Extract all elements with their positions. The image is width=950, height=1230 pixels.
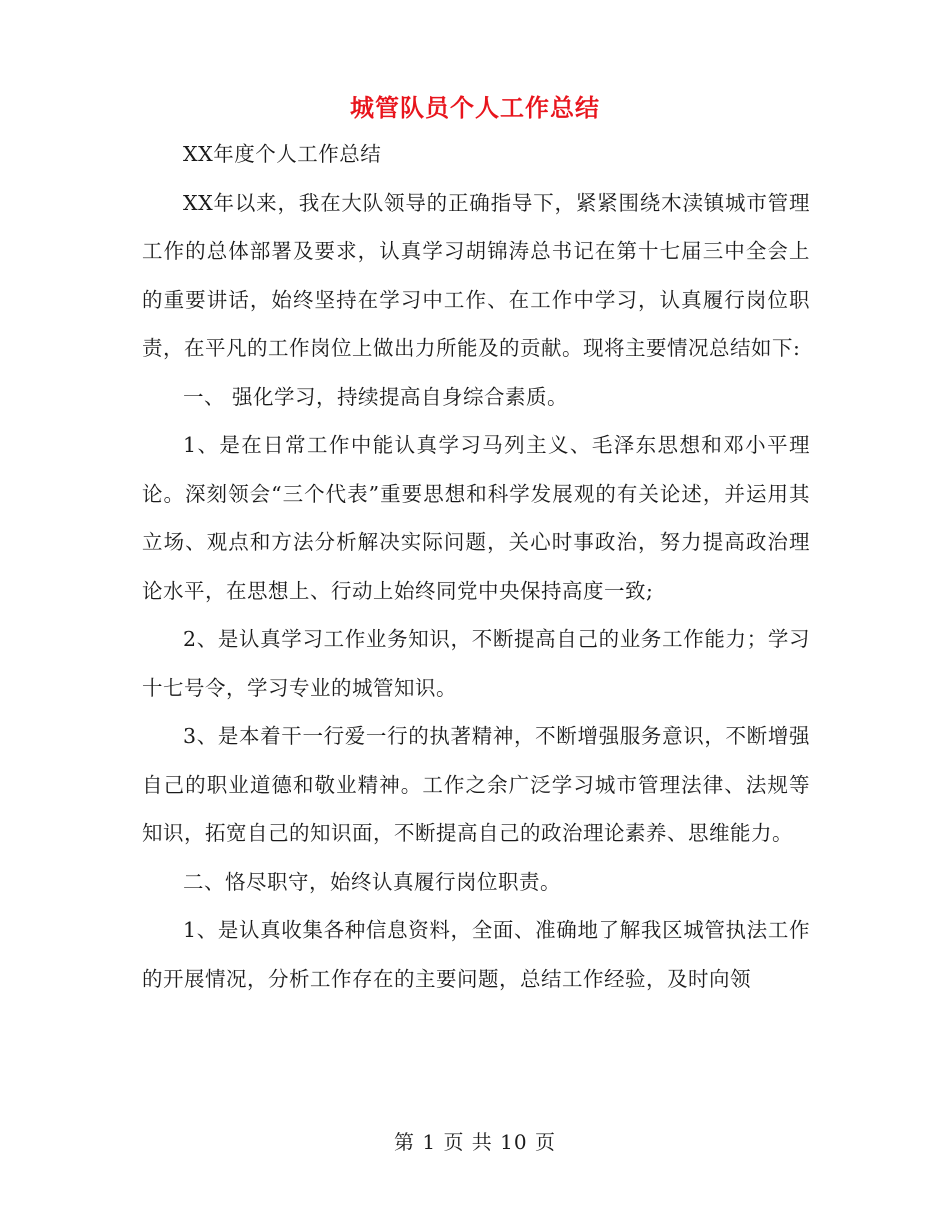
paragraph-intro: XX年以来，我在大队领导的正确指导下，紧紧围绕木渎镇城市管理工作的总体部署及要求，认真学习胡锦涛总书记在第十七届三中全会上的重要讲话，始终坚持在学习中工作、在工作中学习，认真履行岗位职责，在平凡的工作岗位上做出力所能及的贡献。现将主要情况总结如下: (142, 190, 810, 360)
page-footer: 第 1 页 共 10 页 (394, 1130, 556, 1154)
paragraph-1-2: 2、是认真学习工作业务知识，不断提高自己的业务工作能力；学习十七号令，学习专业的城管知识。 (142, 627, 810, 700)
section-heading-2: 二、恪尽职守，始终认真履行岗位职责。 (183, 869, 561, 894)
paragraph-1-1: 1、是在日常工作中能认真学习马列主义、毛泽东思想和邓小平理论。深刻领会“三个代表”重要思想和科学发展观的有关论述，并运用其立场、观点和方法分析解决实际问题，关心时事政治，努力提高政治理论水平，在思想上、行动上始终同党中央保持高度一致; (142, 433, 810, 603)
document-body (142, 130, 810, 1003)
paragraph-2-1: 1、是认真收集各种信息资料，全面、准确地了解我区城管执法工作的开展情况，分析工作存在的主要问题，总结工作经验，及时向领 (142, 918, 810, 991)
paragraph-1-3: 3、是本着干一行爱一行的执著精神，不断增强服务意识，不断增强自己的职业道德和敬业精神。工作之余广泛学习城市管理法律、法规等知识，拓宽自己的知识面，不断提高自己的政治理论素养、思维能力。 (142, 724, 810, 845)
paragraph-subtitle: XX年度个人工作总结 (183, 142, 382, 166)
document-title: 城管队员个人工作总结 (350, 93, 600, 122)
section-heading-1: 一、 强化学习，持续提高自身综合素质。 (183, 384, 569, 409)
